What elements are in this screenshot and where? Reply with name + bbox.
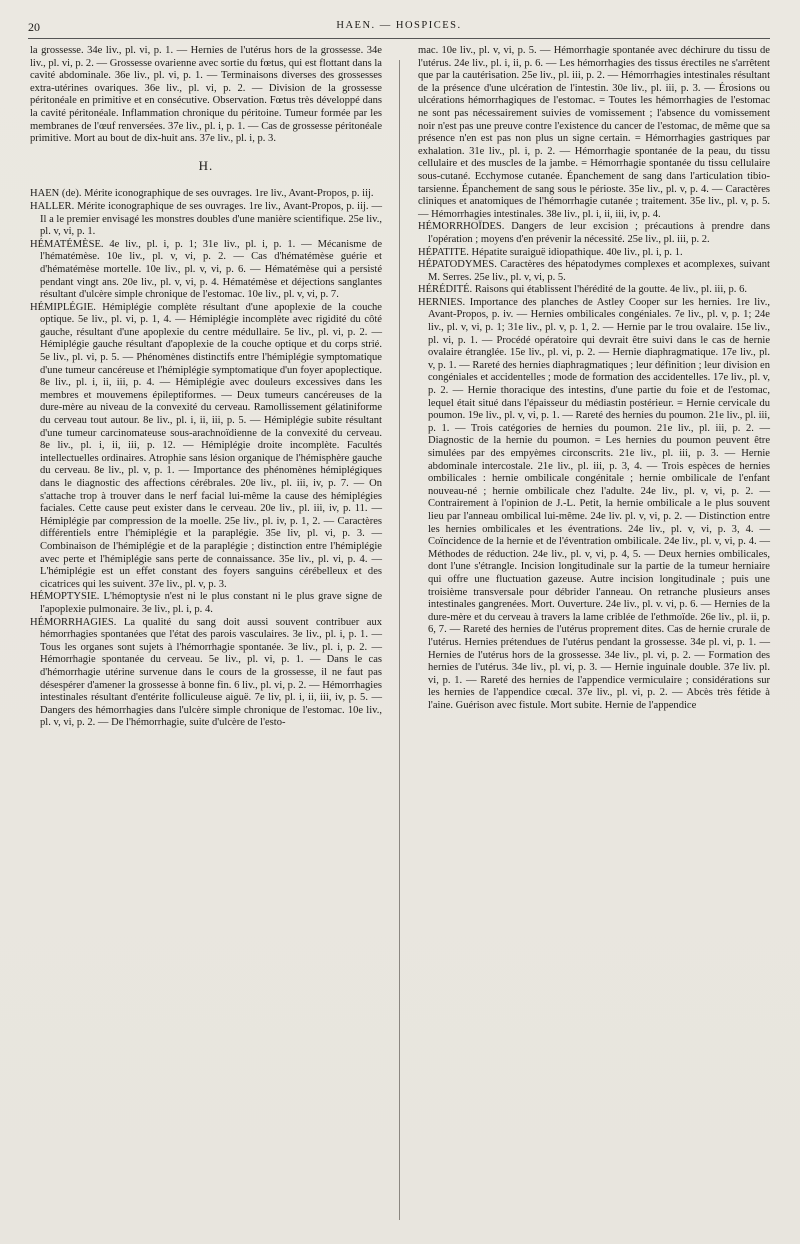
- entry-hemorrhagies-continued: mac. 10e liv., pl. v, vi, p. 5. — Hémorrhagie spontanée avec déchirure du tissu de l'utérus. 24e liv., pl. i, ii, p. 6. — Les hémorrhagies des tissus érectiles ne s'arrêtent que par la cautérisation. 25e liv., pl. iii, p. 2. — Hémorrhagies intestinales résultant de la présence d'une ulcération de l'intestin. 30e liv., pl. iii, p. 3. — Érosions ou ulcérations hémorrhagiques de l'estomac. = Toutes les hémorrhagies de l'estomac ne sont pas nécessairement suivies de vomissement ; l'absence du vomissement noir n'est pas une preuve contre l'existence du cancer de l'estomac, de même que sa présence n'en est pas non plus un signe certain. = Hémorrhagies gastriques par exhalation. 31e liv., pl. i, p. 2. — Hémorrhagie spontanée de la peau, du tissu cellulaire et des muscles de la jambe. = Hémorrhagie spontanée du tissu cellulaire sous-cutané. Ecchymose cutanée. Épanchement de sang dans l'articulation tibio-tarsienne. Épanchement de sang sous le périoste. 35e liv., pl. v, p. 4. — Caractères cliniques et anatomiques de l'hémorrhagie cutanée ; traitement. 35e liv., pl. v, p. 5. — Hémorrhagies intestinales. 38e liv., pl. i, ii, iii, iv, p. 4.: [418, 45, 770, 220]
- entry-hernies: HERNIES. Importance des planches de Astley Cooper sur les hernies. 1re liv., Avant-Propos, p. iv. — Hernies ombilicales congéniales. 7e liv., pl. v, p. 1; 24e liv., pl. v, vi, p. 1; 31e liv., pl. v, p. 1, 2. — Hernie par le trou ovalaire. 15e liv., pl. vi, p. 1. — Procédé opératoire qui devrait être suivi dans le cas de hernie ovalaire étranglée. 15e liv., pl. vi, p. 2. — Hernie diaphragmatique. 17e liv., pl. v, p. 1. — Rareté des hernies diaphragmatiques ; leur définition ; leur division en congéniales et accidentelles ; mode de formation des accidentelles. 17e liv., pl. v, p. 2. — Hernie thoracique des intestins, d'une partie du foie et de l'estomac, lequel était situé dans l'épaisseur du médiastin postérieur. = Hernie cervicale du poumon. 19e liv., pl. v, vi, p. 1. — Rareté des hernies du poumon. 21e liv., pl. iii, p. 1. — Trois catégories de hernies du poumon. 21e liv., pl. iii, p. 2. — Diagnostic de la hernie du poumon. = Les hernies du poumon peuvent être simulées par des empyèmes circonscrits. 21e liv., pl. iii, p. 3. — Hernie abdominale intercostale. 21e liv., pl. iii, p. 3, 4. — Trois espèces de hernies ombilicales : hernie ombilicale congénitale ; hernie ombilicale de l'enfant nouveau-né ; hernie ombilicale chez l'adulte. 24e liv., pl. v, vi, p. 2. — Contrairement à l'opinion de J.-L. Petit, la hernie ombilicale a le plus souvent lieu par l'anneau ombilical lui-même. 24e liv. pl. v, vi, p. 2. — Distinction entre les hernies ombilicales et les éventrations. 24e liv., pl. v, vi, p. 3, 4. — Coïncidence de la hernie et de l'éventration ombilicale. 24e liv., pl. v, vi, p. 4. — Méthodes de réduction. 24e liv., pl. v, vi, p. 4, 5. — Deux hernies ombilicales, dont l'une s'étrangle. Incision longitudinale sur la partie de la tumeur herniaire qui offre une fluctuation gazeuse. Autre incision longitudinale ; puis une troisième transversale pour débrider l'anneau. On retranche plusieurs anses intestinales gangrenées. Mort. Ouverture. 24e liv., pl. v. vi, p. 6. — Hernies de la dure-mère et du cerveau à travers la lame criblée de l'ethmoïde. 26e liv., pl. ii, p. 6, 7. — Rareté des hernies de l'utérus proprement dites. Cas de hernie crurale de l'utérus. Hernies prétendues de l'utérus pendant la grossesse. 34e pl. vi, p. 1. — Hernies de l'utérus hors de la grossesse. 34e liv., pl. vi, p. 2. — Formation des hernies de l'utérus. 34e liv., pl. vi, p. 3. — Hernie inguinale double. 37e liv. pl. vi, p. 1. — Rareté des hernies de l'appendice vermiculaire ; considérations sur les hernies de l'appendice cœcal. 37e liv., pl. vi, p. 2. — Abcès très fétide à l'aine. Guérison avec fistule. Mort subite. Hernie de l'appendice: [418, 296, 770, 711]
- entry-hemorrhagies: HÉMORRHAGIES. La qualité du sang doit aussi souvent contribuer aux hémorrhagies spontanées que l'état des parois vasculaires. 3e liv., pl. i, p. 1. — Tous les organes sont sujets à l'hémorrhagie spontanée. 3e liv., pl. i, p. 2. — Hémorrhagie spontanée du cerveau. 5e liv., pl. vi, p. 1. — Dans le cas d'hémorrhagie utérine survenue dans le cours de la grossesse, il ne faut pas désespérer d'amener la grossesse à bonne fin. 6 liv., pl. vi, p. 2. — Hémorrhagies intestinales résultant d'entérite folliculeuse aiguë. 7e liv, pl. i, ii, iii, iv, p. 5. — Dangers des hémorrhagies dans l'ulcère simple chronique de l'estomac. 10e liv., pl. v, vi, p. 2. — De l'hémorrhagie, suite d'ulcère de l'esto-: [30, 616, 382, 729]
- header-rule: [28, 38, 770, 39]
- entry-hepatodymes: HÉPATODYMES. Caractères des hépatodymes complexes et acomplexes, suivant M. Serres. 25e liv., pl. v, vi, p. 5.: [418, 259, 770, 283]
- running-head: HAEN. — HOSPICES.: [336, 20, 462, 31]
- entry-heredite: HÉRÉDITÉ. Raisons qui établissent l'hérédité de la goutte. 4e liv., pl. iii, p. 6.: [418, 284, 747, 296]
- left-column: [30, 45, 382, 730]
- page-number: 20: [28, 20, 40, 34]
- column-divider: [399, 60, 400, 1220]
- page-header: [28, 18, 770, 38]
- entry-hemoptysie: HÉMOPTYSIE. L'hémoptysie n'est ni le plus constant ni le plus grave signe de l'apoplexie pulmonaire. 3e liv., pl. i, p. 4.: [30, 591, 382, 615]
- intro-paragraph: la grossesse. 34e liv., pl. vi, p. 1. — Hernies de l'utérus hors de la grossesse. 34e liv., pl. vi, p. 2. — Grossesse ovarienne avec sortie du fœtus, qui est flottant dans la cavité abdominale. 36e liv., pl. vi, p. 1. — Terminaisons diverses des grossesses extra-utérines ovariques. 36e liv., pl. vi, p. 2. — Division de la grossesse péritonéale en primitive et en consécutive. Observation. Fœtus très développé dans la cavité péritonéale. Inflammation chronique du péritoine. Tumeur formée par les membranes de l'œuf renversées. 37e liv., pl. i, p. 1. — Cas de grossesse péritonéale primitive. Mort au bout de dix-huit ans. 37e liv., pl. i, p. 3.: [30, 45, 382, 145]
- section-letter-h: H.: [198, 157, 214, 173]
- entry-haen: HAEN (de). Mérite iconographique de ses ouvrages. 1re liv., Avant-Propos, p. iij.: [30, 188, 374, 200]
- entry-hepatite: HÉPATITE. Hépatite suraiguë idiopathique. 40e liv., pl. i, p. 1.: [418, 246, 683, 258]
- right-column: [418, 45, 770, 712]
- entry-hematemese: HÉMATÉMÈSE. 4e liv., pl. i, p. 1; 31e liv., pl. i, p. 1. — Mécanisme de l'hématémèse. 10e liv., pl. v, vi, p. 2. — Cas d'hématémèse guérie et d'hématémèse mortelle. 10e liv., pl. v, vi, p. 6. — Hématémèse qui a persisté pendant vingt ans. 20e liv., pl. v, vi, p. 4. Hématémèse et déjections sanglantes résultant d'ulcère simple chronique de l'estomac. 10e liv., pl. v, vi, p. 7.: [30, 238, 382, 301]
- entry-hemorrhoides: HÉMORRHOÏDES. Dangers de leur excision ; précautions à prendre dans l'opération ; moyens d'en prévenir la nécessité. 25e liv., pl. iii, p. 2.: [418, 221, 770, 245]
- entry-hemiplegie: HÉMIPLÉGIE. Hémiplégie complète résultant d'une apoplexie de la couche optique. 5e liv., pl. vi, p. 1, 4. — Hémiplégie incomplète avec rigidité du côté gauche, résultant d'une apoplexie du centre médullaire. 5e liv., pl. vi, p. 2. — Hémiplégie gauche résultant d'apoplexie de la couche optique et du corps strié. 5e liv., pl. vi, p. 5. — Phénomènes distinctifs entre l'hémiplégie symptomatique d'une tumeur cancéreuse et l'hémiplégie symptomatique d'un foyer apoplectique. 8e liv., pl. i, ii, iii, p. 4. — Hémiplégie avec douleurs excessives dans les membres et mouvemens épileptiformes. — Deux tumeurs cancéreuses de la dure-mère au niveau de la convexité du cerveau. Ramollissement gélatiniforme du cerveau tout autour. 8e liv., pl. i, ii, iii, p. 5. — Hémiplégie subite résultant d'une tumeur carcinomateuse sous-arachnoïdienne de la convexité du cerveau. 8e liv., pl. i, ii, iii, p. 12. — Hémiplégie droite incomplète. Facultés intellectuelles ordinaires. Atrophie sans lésion organique de l'hémisphère gauche du cerveau. 8e liv., pl. v, p. 1. — Importance des phénomènes hémiplégiques dans le diagnostic des affections cérébrales. 20e liv., pl. iii, iv, p. 7. — On s'attache trop à trouver dans le nerf facial lui-même la cause des hémiplégies faciales. Cette cause peut exister dans le cerveau. 20e liv., pl. iii, iv, p. 11. — Hémiplégie par compression de la moelle. 25e liv., pl. iv, p. 1, 2. — Caractères différentiels entre l'hémiplégie et la paraplégie. 35e liv, pl. vi, p. 3. — Combinaison de l'hémiplégie et de la paraplégie ; distinction entre l'hémiplégie avec perte et l'hémiplégie sans perte de connaissance. 35e liv., pl. vi, p. 4. — L'hémiplégie est un effet constant des foyers sanguins cérébelleux et des cicatrices qui les suivent. 37e liv., pl. v, p. 3.: [30, 301, 382, 590]
- entry-haller: HALLER. Mérite iconographique de ses ouvrages. 1re liv., Avant-Propos, p. iij. — Il a le premier envisagé les monstres doubles d'une manière scientifique. 25e liv., pl. v, vi, p. 1.: [30, 200, 382, 238]
